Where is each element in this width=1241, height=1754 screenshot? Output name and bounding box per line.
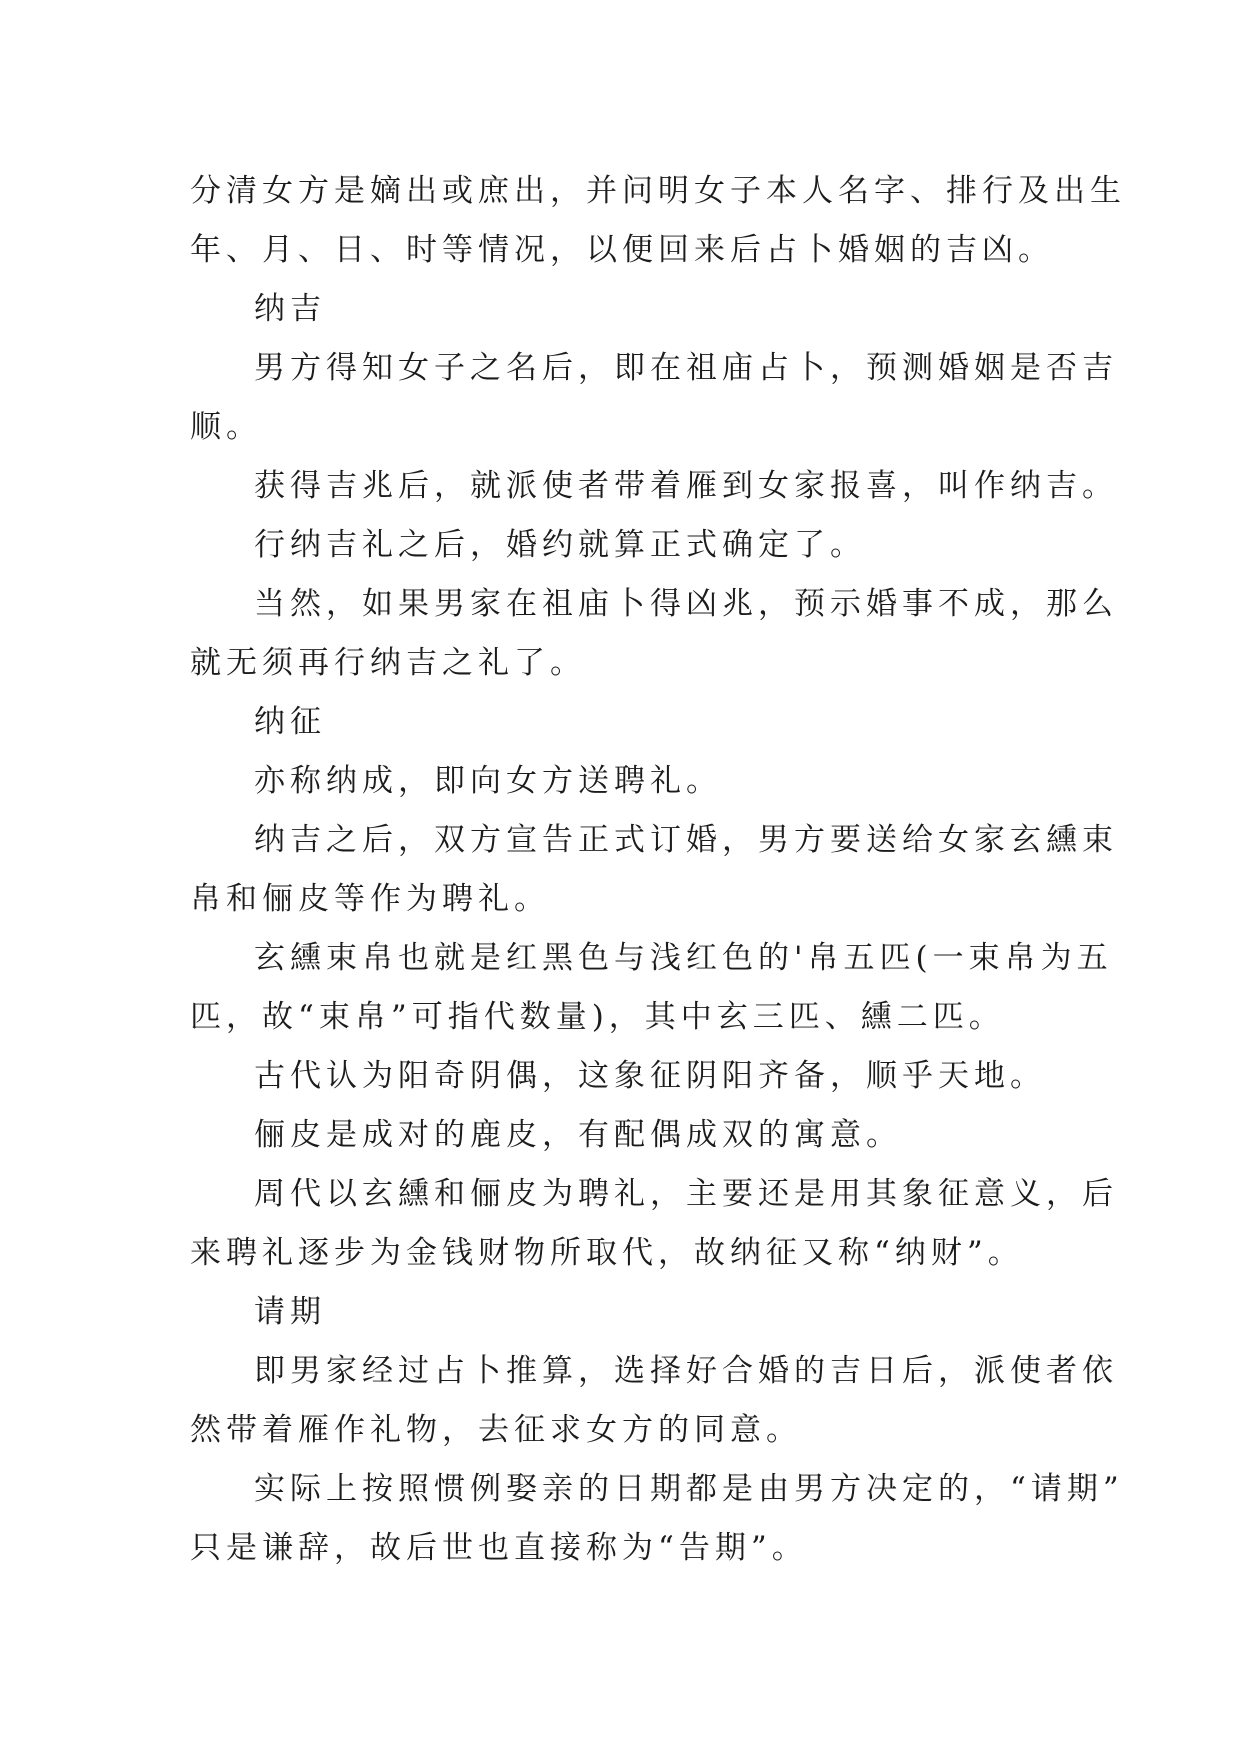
text-line: 俪皮是成对的鹿皮，有配偶成双的寓意。 xyxy=(254,1117,902,1153)
text-line: 实际上按照惯例娶亲的日期都是由男方决定的，“请期” xyxy=(254,1471,1124,1507)
section-heading: 纳征 xyxy=(254,704,326,740)
section-heading: 请期 xyxy=(254,1294,326,1330)
text-line: 当然，如果男家在祖庙卜得凶兆，预示婚事不成，那么 xyxy=(254,586,1118,622)
text-line: 就无须再行纳吉之礼了。 xyxy=(190,645,586,681)
text-line: 男方得知女子之名后，即在祖庙占卜，预测婚姻是否吉 xyxy=(254,350,1118,386)
document-body xyxy=(190,162,1126,1578)
text-line: 只是谦辞，故后世也直接称为“告期”。 xyxy=(190,1530,808,1566)
text-line: 匹，故“束帛”可指代数量)，其中玄三匹、纁二匹。 xyxy=(190,999,1005,1035)
text-line: 获得吉兆后，就派使者带着雁到女家报喜，叫作纳吉。 xyxy=(254,468,1118,504)
text-line: 来聘礼逐步为金钱财物所取代，故纳征又称“纳财”。 xyxy=(190,1235,1024,1271)
text-line: 然带着雁作礼物，去征求女方的同意。 xyxy=(190,1412,802,1448)
text-line: 分清女方是嫡出或庶出，并问明女子本人名字、排行及出生 xyxy=(190,173,1126,209)
text-line: 古代认为阳奇阴偶，这象征阴阳齐备，顺乎天地。 xyxy=(254,1058,1046,1094)
text-line: 玄纁束帛也就是红黑色与浅红色的'帛五匹(一束帛为五 xyxy=(254,940,1113,976)
section-heading: 纳吉 xyxy=(254,291,326,327)
text-line: 亦称纳成，即向女方送聘礼。 xyxy=(254,763,722,799)
text-line: 纳吉之后，双方宣告正式订婚，男方要送给女家玄纁束 xyxy=(254,822,1118,858)
text-line: 顺。 xyxy=(190,409,262,445)
text-line: 帛和俪皮等作为聘礼。 xyxy=(190,881,550,917)
text-line: 周代以玄纁和俪皮为聘礼，主要还是用其象征意义，后 xyxy=(254,1176,1118,1212)
text-line: 行纳吉礼之后，婚约就算正式确定了。 xyxy=(254,527,866,563)
text-line: 即男家经过占卜推算，选择好合婚的吉日后，派使者依 xyxy=(254,1353,1118,1389)
text-line: 年、月、日、时等情况，以便回来后占卜婚姻的吉凶。 xyxy=(190,232,1054,268)
